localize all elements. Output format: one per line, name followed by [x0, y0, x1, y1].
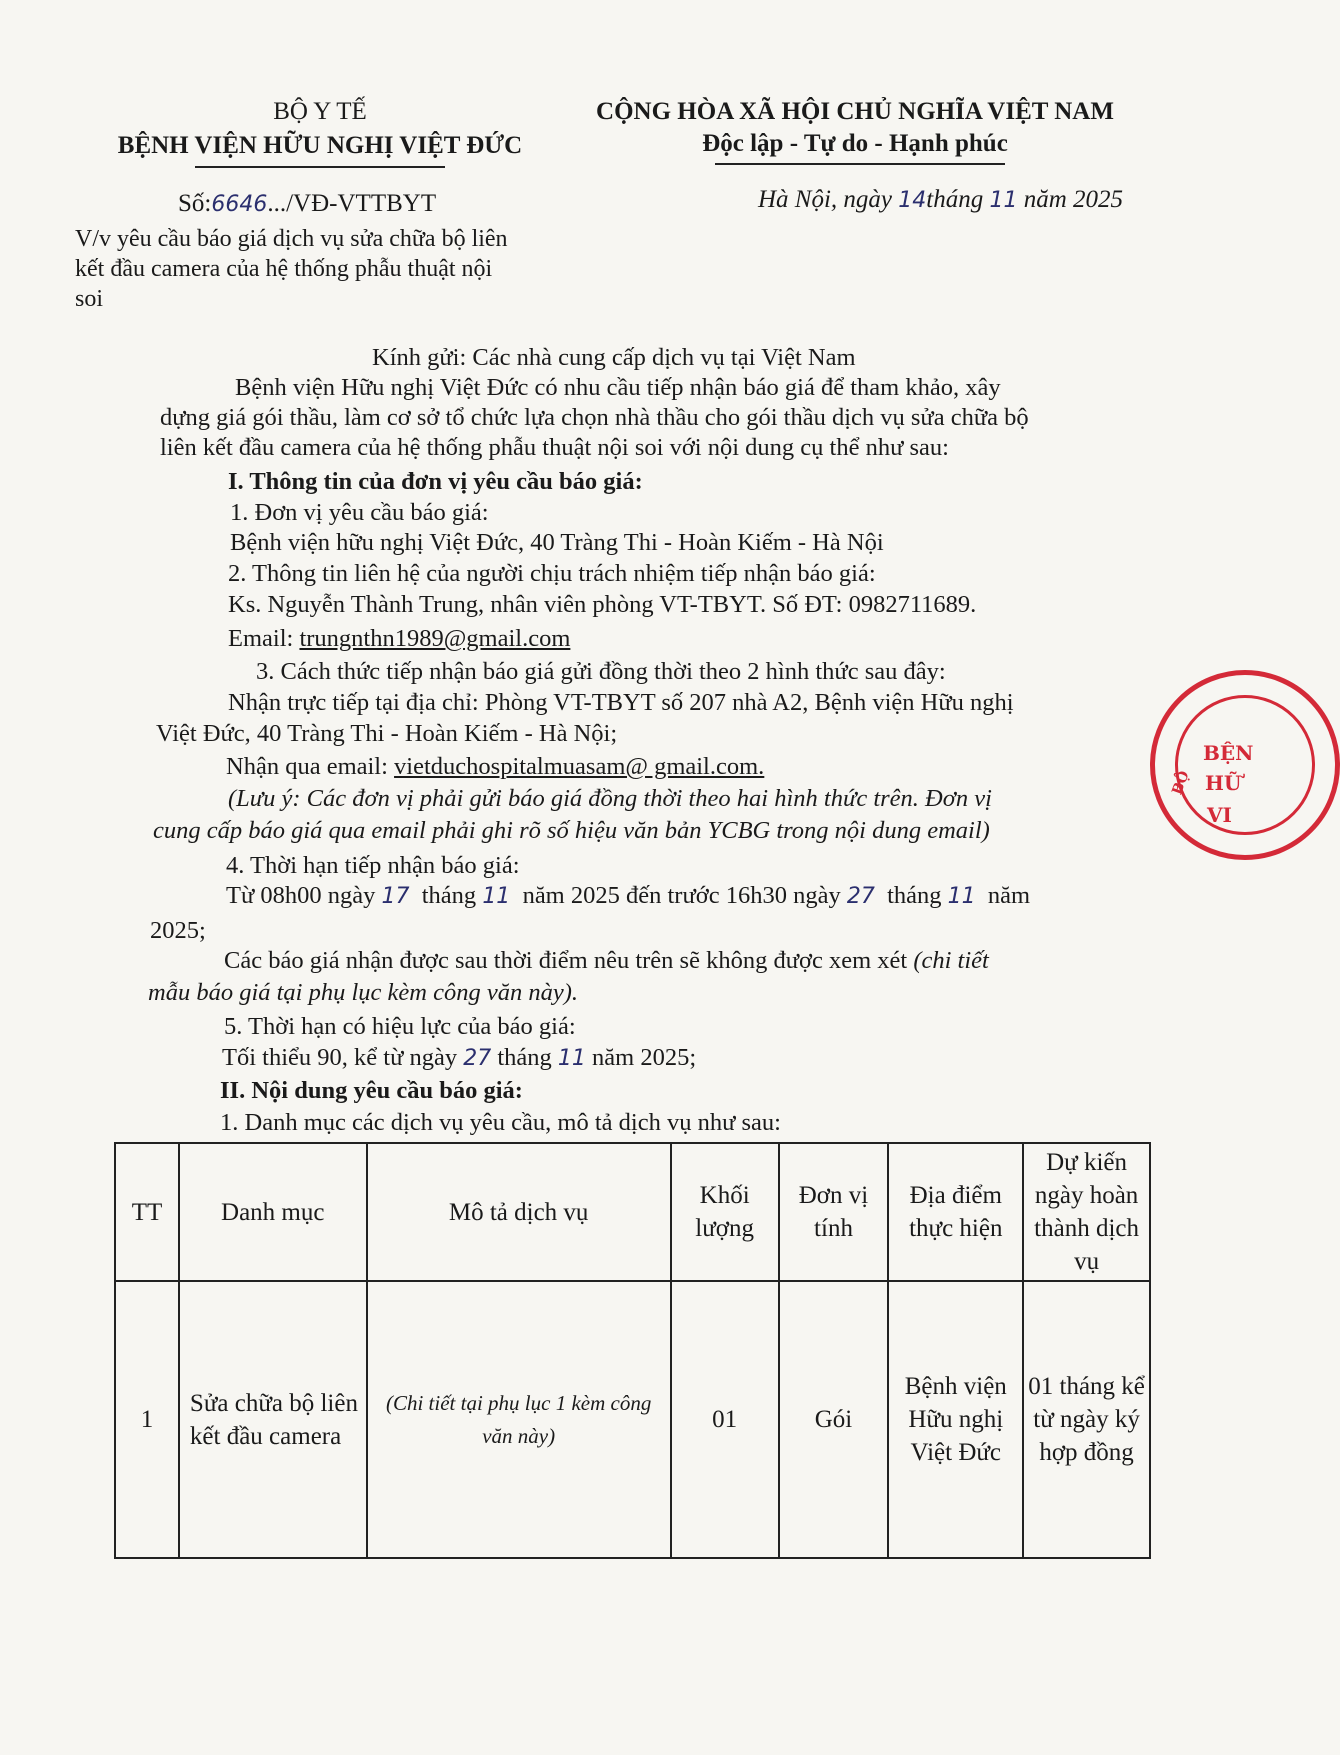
receipt-month-2: 11 [947, 884, 976, 909]
cell-location: Bệnh viện Hữu nghị Việt Đức [888, 1281, 1023, 1558]
cell-tt: 1 [115, 1281, 179, 1558]
section-2-item-1-title: 1. Danh mục các dịch vụ yêu cầu, mô tả dịch vụ như sau: [220, 1109, 781, 1136]
service-table [114, 1142, 1151, 1559]
receipt-month-label-1: tháng [421, 882, 477, 909]
receipt-month-label-2: tháng [887, 882, 942, 909]
receipt-period-line [226, 880, 1030, 913]
section-2-title: II. Nội dung yêu cầu báo giá: [220, 1077, 523, 1104]
header-location: Địa điểm thực hiện [888, 1143, 1023, 1281]
section-1-item-1-text: Bệnh viện hữu nghị Việt Đức, 40 Tràng Thi - Hoàn Kiếm - Hà Nội [230, 529, 884, 556]
intro-line-1: Bệnh viện Hữu nghị Việt Đức có nhu cầu tiếp nhận báo giá để tham khảo, xây [235, 374, 1001, 401]
note-line-2: cung cấp báo giá qua email phải ghi rõ số hiệu văn bản YCBG trong nội dung email) [153, 817, 990, 844]
receipt-year-label: năm [987, 882, 1031, 909]
hospital-name: BỆNH VIỆN HỮU NGHỊ VIỆT ĐỨC [117, 132, 523, 159]
section-1-item-2-title: 2. Thông tin liên hệ của người chịu trách nhiệm tiếp nhận báo giá: [228, 560, 876, 587]
number-prefix: Số: [178, 190, 212, 217]
cell-category: Sửa chữa bộ liên kết đầu camera [179, 1281, 367, 1558]
header-quantity: Khối lượng [671, 1143, 779, 1281]
late-notice-line-1 [224, 945, 989, 977]
section-1-item-4-title: 4. Thời hạn tiếp nhận báo giá: [226, 852, 520, 879]
subject-line-1: V/v yêu cầu báo giá dịch vụ sửa chữa bộ liên [75, 226, 508, 252]
cell-quantity: 01 [671, 1281, 779, 1558]
table-header-row [115, 1143, 1150, 1281]
hospital-underline [195, 166, 445, 168]
number-suffix: .../VĐ-VTTBYT [267, 190, 437, 217]
motto-underline [715, 163, 1005, 165]
number-handwritten: 6646 [211, 192, 268, 217]
document-number [178, 190, 436, 218]
header-category: Danh mục [179, 1143, 367, 1281]
subject-line-3: soi [75, 286, 104, 312]
validity-prefix: Tối thiểu 90, kể từ ngày [222, 1044, 458, 1071]
note-line-1: (Lưu ý: Các đơn vị phải gửi báo giá đồng thời theo hai hình thức trên. Đơn vị [228, 785, 992, 812]
validity-month: 11 [557, 1046, 586, 1071]
official-stamp [1150, 670, 1340, 860]
date-month-label: tháng [926, 186, 984, 213]
section-1-title: I. Thông tin của đơn vị yêu cầu báo giá: [228, 468, 643, 495]
cell-unit: Gói [779, 1281, 889, 1558]
validity-month-label: tháng [497, 1044, 552, 1071]
direct-address-line-1: Nhận trực tiếp tại địa chỉ: Phòng VT-TBYT số 207 nhà A2, Bệnh viện Hữu nghị [228, 689, 1014, 716]
contact-email-link[interactable]: trungnthn1989@gmail.com [299, 625, 571, 652]
section-1-item-5-title: 5. Thời hạn có hiệu lực của báo giá: [224, 1013, 576, 1040]
validity-day: 27 [463, 1046, 492, 1071]
date-year: năm 2025 [1023, 186, 1124, 213]
header-completion: Dự kiến ngày hoàn thành dịch vụ [1023, 1143, 1150, 1281]
intro-line-3: liên kết đầu camera của hệ thống phẫu thuật nội soi với nội dung cụ thể như sau: [160, 434, 949, 461]
email-submission-label: Nhận qua email: [226, 753, 388, 780]
validity-year: năm 2025; [592, 1044, 697, 1071]
motto: Độc lập - Tự do - Hạnh phúc [702, 130, 1008, 157]
late-notice-italic: (chi tiết [913, 947, 989, 974]
subject-line-2: kết đầu camera của hệ thống phẫu thuật nội [75, 256, 493, 282]
receipt-year: 2025; [150, 917, 206, 944]
stamp-text-3: VI [1207, 803, 1232, 827]
email-submission-line [226, 751, 764, 783]
receipt-day-2: 27 [846, 884, 875, 909]
recipient: Kính gửi: Các nhà cung cấp dịch vụ tại Việt Nam [372, 344, 856, 371]
stamp-side-text: BỘ [1169, 768, 1193, 798]
intro-line-2: dựng giá gói thầu, làm cơ sở tổ chức lựa chọn nhà thầu cho gói thầu dịch vụ sửa chữa bộ [160, 404, 1029, 431]
stamp-inner-ring [1175, 695, 1315, 835]
republic-name: CỘNG HÒA XÃ HỘI CHỦ NGHĨA VIỆT NAM [596, 98, 1114, 125]
receipt-day-1: 17 [381, 884, 410, 909]
receipt-month-1: 11 [482, 884, 511, 909]
date-month: 11 [989, 188, 1018, 213]
receipt-mid: năm 2025 đến trước 16h30 ngày [522, 882, 841, 909]
email-label: Email: [228, 625, 294, 652]
section-1-item-2-text: Ks. Nguyễn Thành Trung, nhân viên phòng VT-TBYT. Số ĐT: 0982711689. [228, 591, 977, 618]
document-date [758, 186, 1123, 214]
header-description: Mô tả dịch vụ [367, 1143, 671, 1281]
validity-line [222, 1042, 696, 1075]
cell-completion: 01 tháng kể từ ngày ký hợp đồng [1023, 1281, 1150, 1558]
section-1-item-1-title: 1. Đơn vị yêu cầu báo giá: [230, 499, 489, 526]
header-tt: TT [115, 1143, 179, 1281]
date-prefix: Hà Nội, ngày [758, 186, 893, 213]
stamp-text-1: BỆN [1203, 741, 1254, 765]
table-row [115, 1281, 1150, 1558]
cell-description: (Chi tiết tại phụ lục 1 kèm công văn này) [367, 1281, 671, 1558]
ministry-name: BỘ Y TẾ [273, 98, 367, 125]
header-unit: Đơn vị tính [779, 1143, 889, 1281]
late-notice-text: Các báo giá nhận được sau thời điểm nêu trên sẽ không được xem xét [224, 947, 908, 974]
late-notice-line-2: mẫu báo giá tại phụ lục kèm công văn này). [148, 979, 579, 1006]
stamp-text-2: HỮ [1205, 771, 1242, 795]
receipt-from: Từ 08h00 ngày [226, 882, 376, 909]
contact-email-line [228, 623, 570, 655]
direct-address-line-2: Việt Đức, 40 Tràng Thi - Hoàn Kiếm - Hà Nội; [156, 720, 618, 747]
date-day: 14 [898, 188, 927, 213]
section-1-item-3-title: 3. Cách thức tiếp nhận báo giá gửi đồng thời theo 2 hình thức sau đây: [256, 658, 946, 685]
submission-email-link[interactable]: vietduchospitalmuasam@ gmail.com. [394, 753, 765, 780]
